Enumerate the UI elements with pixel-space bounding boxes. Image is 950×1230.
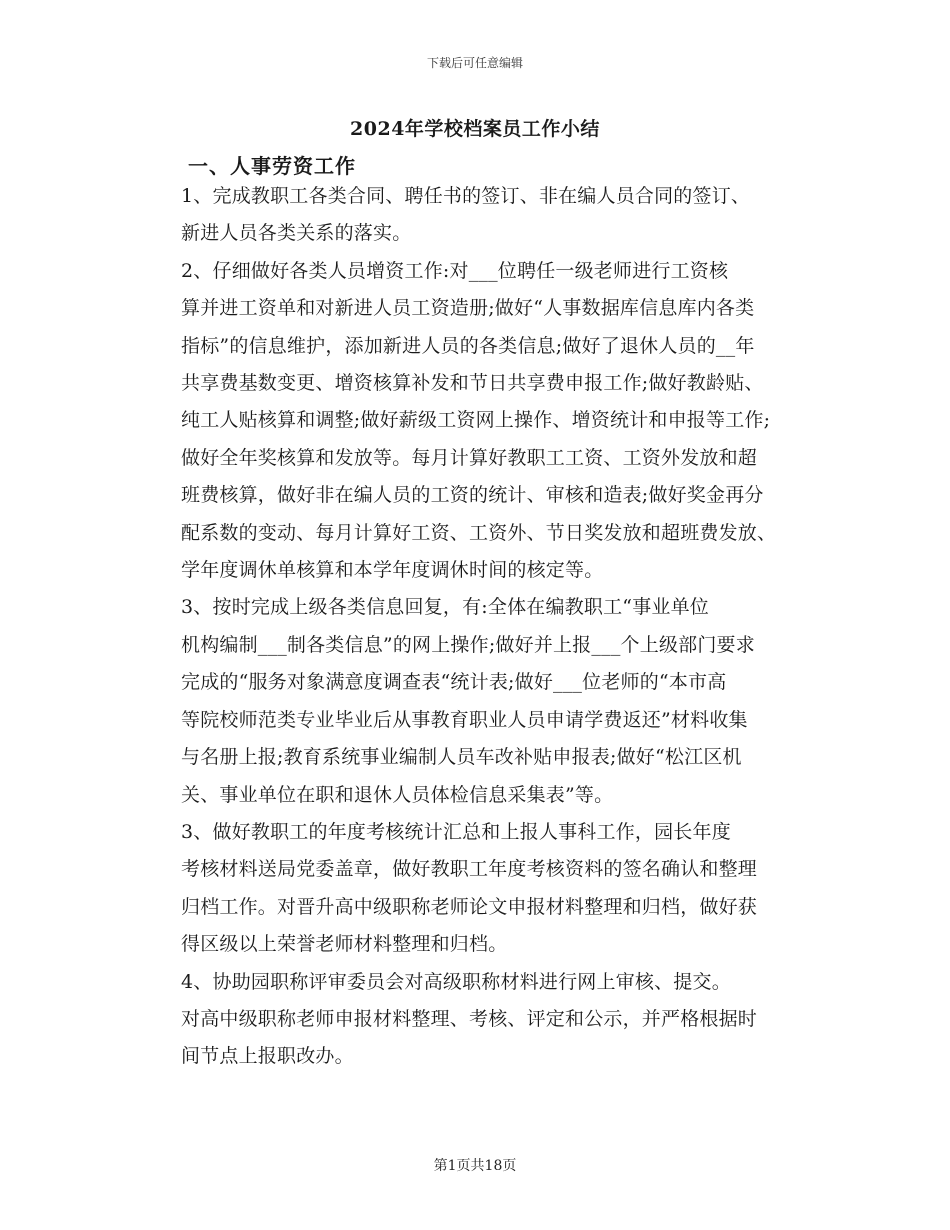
section-heading: 一、人事劳资工作	[188, 154, 356, 178]
paragraph-line: 指标”的信息维护，添加新进人员的各类信息;做好了退休人员的__年	[181, 334, 755, 357]
paragraph-line: 学年度调休单核算和本学年度调休时间的核定等。	[181, 559, 604, 582]
document-body	[143, 178, 828, 1076]
paragraph-line: 做好全年奖核算和发放等。每月计算好教职工工资、工资外发放和超	[181, 446, 758, 469]
paragraph-line: 2、仔细做好各类人员增资工作:对___位聘任一级老师进行工资核	[181, 259, 729, 282]
paragraph-line: 间节点上报职改办。	[181, 1045, 354, 1068]
page-footer: 第1页共18页	[433, 1158, 517, 1174]
paragraph-line: 算并进工资单和对新进人员工资造册;做好“人事数据库信息库内各类	[181, 297, 755, 320]
paragraph-line: 共享费基数变更、增资核算补发和节日共享费申报工作;做好教龄贴、	[181, 372, 764, 395]
paragraph-line: 等院校师范类专业毕业后从事教育职业人员申请学费返还”材料收集	[181, 708, 748, 731]
document-title: 2024年学校档案员工作小结	[350, 118, 600, 140]
paragraph-2	[143, 253, 828, 590]
paragraph-line: 1、完成教职工各类合同、聘任书的签订、非在编人员合同的签订、	[181, 185, 751, 207]
paragraph-1	[143, 178, 828, 253]
paragraph-3	[143, 589, 828, 813]
paragraph-line: 对高中级职称老师申报材料整理、考核、评定和公示，并严格根据时	[181, 1007, 758, 1030]
header-note: 下载后可任意编辑	[426, 56, 523, 70]
paragraph-line: 完成的“服务对象满意度调查表“统计表;做好___位老师的“本市高	[181, 671, 727, 694]
paragraph-4	[143, 814, 828, 964]
paragraph-line: 与名册上报;教育系统事业编制人员车改补贴申报表;做好“松江区机	[181, 746, 742, 769]
paragraph-line: 机构编制___制各类信息”的网上操作;做好并上报___个上级部门要求	[181, 633, 755, 656]
paragraph-line: 归档工作。对晋升高中级职称老师论文申报材料整理和归档，做好获	[181, 895, 758, 918]
paragraph-line: 3、做好教职工的年度考核统计汇总和上报人事科工作，园长年度	[181, 820, 731, 843]
paragraph-line: 得区级以上荣誉老师材料整理和归档。	[181, 933, 508, 956]
paragraph-line: 考核材料送局党委盖章，做好教职工年度考核资料的签名确认和整理	[181, 858, 758, 881]
paragraph-line: 纯工人贴核算和调整;做好薪级工资网上操作、增资统计和申报等工作;	[181, 409, 771, 432]
paragraph-line: 4、协助园职称评审委员会对高级职称材料进行网上审核、提交。	[181, 970, 731, 993]
paragraph-line: 班费核算，做好非在编人员的工资的统计、审核和造表;做好奖金再分	[181, 484, 764, 507]
paragraph-line: 新进人员各类关系的落实。	[181, 222, 412, 245]
paragraph-line: 配系数的变动、每月计算好工资、工资外、节日奖发放和超班费发放、	[181, 521, 777, 544]
paragraph-line: 关、事业单位在职和退休人员体检信息采集表”等。	[181, 783, 614, 806]
paragraph-5	[143, 964, 828, 1076]
paragraph-line: 3、按时完成上级各类信息回复，有:全体在编教职工“事业单位	[181, 596, 710, 619]
